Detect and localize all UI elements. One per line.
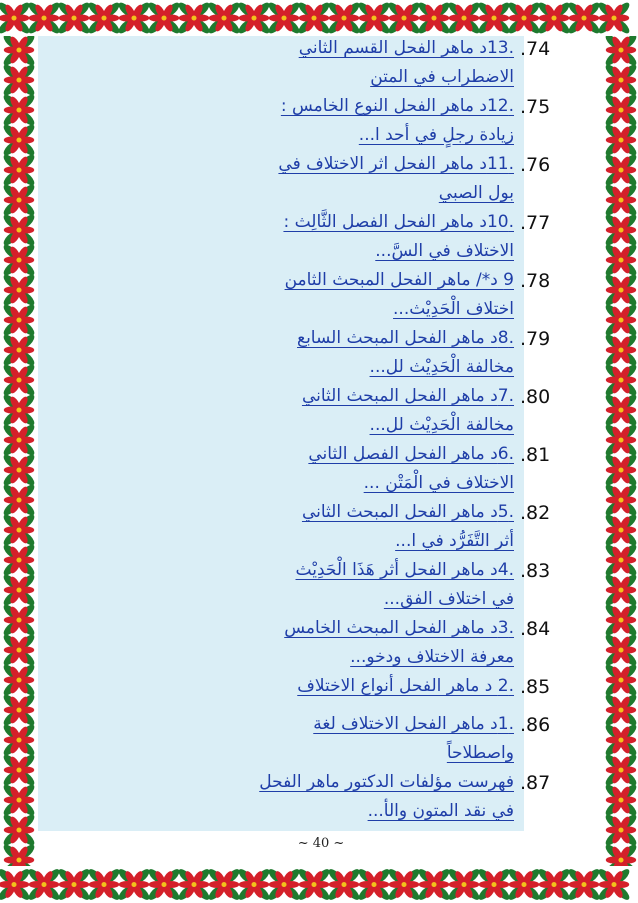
poinsettia-icon [604, 242, 638, 277]
toc-entry-subtitle-link[interactable]: مخالفة الْحَدِيْث لل... [369, 415, 514, 435]
poinsettia-icon [386, 0, 421, 35]
poinsettia-icon [604, 272, 638, 307]
toc-entry[interactable] [38, 152, 604, 210]
poinsettia-icon [1, 422, 36, 457]
poinsettia-icon [604, 722, 638, 757]
toc-entry-subtitle-link[interactable]: واصطلاحاً [446, 743, 514, 763]
toc-entry-number: .76 [520, 154, 551, 176]
poinsettia-icon [266, 867, 301, 902]
poinsettia-icon [1, 242, 36, 277]
poinsettia-icon [506, 0, 541, 35]
toc-entry[interactable] [38, 558, 604, 616]
poinsettia-icon [1, 512, 36, 547]
toc-entry-number: .77 [520, 212, 551, 234]
poinsettia-icon [476, 0, 511, 35]
toc-entry-number: .84 [520, 618, 551, 640]
poinsettia-icon [604, 362, 638, 397]
poinsettia-icon [536, 867, 571, 902]
toc-entry-title-link[interactable]: 9 د*/ ماهر الفحل المبحث الثامن [284, 270, 514, 290]
poinsettia-icon [356, 0, 391, 35]
poinsettia-icon [604, 422, 638, 457]
poinsettia-icon [604, 542, 638, 577]
poinsettia-icon [326, 0, 361, 35]
toc-entry-number: .78 [520, 270, 551, 292]
toc-entry-title-link[interactable]: .8د ماهر الفحل المبحث السابع [297, 328, 514, 348]
poinsettia-icon [1, 122, 36, 157]
poinsettia-icon [1, 452, 36, 487]
poinsettia-icon [1, 482, 36, 517]
poinsettia-icon [604, 752, 638, 787]
poinsettia-icon [326, 867, 361, 902]
poinsettia-icon [236, 0, 271, 35]
poinsettia-icon [604, 572, 638, 607]
toc-entry[interactable] [38, 94, 604, 152]
poinsettia-icon [604, 452, 638, 487]
toc-entry-title-link[interactable]: .7د ماهر الفحل المبحث الثاني [301, 386, 514, 406]
toc-entry-number: .74 [520, 38, 551, 60]
toc-entry-title-link[interactable]: .5د ماهر الفحل المبحث الثاني [301, 502, 514, 522]
toc-entry-subtitle-link[interactable]: في نقد المتون والأ... [367, 801, 514, 821]
toc-entry[interactable] [38, 500, 604, 558]
poinsettia-icon [604, 302, 638, 337]
poinsettia-icon [26, 0, 61, 35]
poinsettia-icon [604, 212, 638, 247]
poinsettia-icon [416, 0, 451, 35]
poinsettia-icon [1, 572, 36, 607]
poinsettia-icon [446, 867, 481, 902]
poinsettia-icon [604, 332, 638, 367]
poinsettia-icon [56, 0, 91, 35]
poinsettia-icon [1, 362, 36, 397]
toc-entry-number: .79 [520, 328, 551, 350]
poinsettia-icon [296, 0, 331, 35]
toc-entry[interactable] [38, 326, 604, 384]
poinsettia-icon [604, 662, 638, 697]
toc-entry[interactable] [38, 712, 604, 770]
poinsettia-icon [1, 782, 36, 817]
poinsettia-icon [416, 867, 451, 902]
poinsettia-icon [176, 0, 211, 35]
toc-entry-title-link[interactable]: .10د ماهر الفحل الفصل الثَّالِث : [283, 212, 514, 232]
poinsettia-icon [604, 842, 638, 866]
poinsettia-icon [566, 0, 601, 35]
poinsettia-icon [566, 867, 601, 902]
toc-entry-number: .82 [520, 502, 551, 524]
toc-entry[interactable] [38, 442, 604, 500]
toc-entry-number: .86 [520, 714, 551, 736]
toc-entry-title-link[interactable]: .2 د ماهر الفحل أنواع الاختلاف [297, 676, 514, 696]
page-number: ~ 40 ~ [297, 836, 345, 851]
poinsettia-border-bottom [0, 866, 638, 903]
poinsettia-icon [1, 662, 36, 697]
toc-entry[interactable] [38, 384, 604, 442]
poinsettia-icon [604, 782, 638, 817]
poinsettia-icon [206, 0, 241, 35]
poinsettia-icon [1, 92, 36, 127]
poinsettia-icon [1, 542, 36, 577]
poinsettia-border-left [0, 36, 38, 866]
toc-entry-number: .80 [520, 386, 551, 408]
toc-entry-subtitle-link[interactable]: في اختلاف الفق... [383, 589, 514, 609]
poinsettia-icon [1, 602, 36, 637]
poinsettia-icon [1, 212, 36, 247]
poinsettia-icon [1, 692, 36, 727]
poinsettia-icon [476, 867, 511, 902]
poinsettia-icon [604, 482, 638, 517]
toc-entry-subtitle-link[interactable]: الاختلاف في السَّ... [375, 241, 514, 261]
poinsettia-icon [356, 867, 391, 902]
toc-entry-subtitle-link[interactable]: بول الصبي [438, 183, 514, 203]
poinsettia-icon [1, 302, 36, 337]
poinsettia-icon [116, 0, 151, 35]
poinsettia-icon [536, 0, 571, 35]
poinsettia-icon [1, 332, 36, 367]
toc-entry-title-link[interactable]: .3د ماهر الفحل المبحث الخامس [284, 618, 514, 638]
poinsettia-icon [506, 867, 541, 902]
toc-entry-subtitle-link[interactable]: اختلاف الْحَدِيْث... [393, 299, 514, 319]
toc-entry-number: .87 [520, 772, 551, 794]
poinsettia-icon [56, 867, 91, 902]
poinsettia-icon [146, 0, 181, 35]
poinsettia-icon [1, 36, 36, 68]
toc-entry-subtitle-link[interactable]: الاضطراب في المتن [370, 67, 514, 87]
poinsettia-icon [1, 632, 36, 667]
poinsettia-icon [386, 867, 421, 902]
toc-entry-subtitle-link[interactable]: زيادة رجلٍ في أحد ا... [358, 125, 514, 145]
poinsettia-icon [1, 182, 36, 217]
poinsettia-icon [1, 272, 36, 307]
toc-entry[interactable] [38, 616, 604, 674]
poinsettia-icon [1, 842, 36, 866]
toc-entry-number: .81 [520, 444, 551, 466]
toc-entry[interactable] [38, 770, 604, 828]
poinsettia-icon [146, 867, 181, 902]
poinsettia-icon [0, 0, 32, 35]
poinsettia-icon [604, 122, 638, 157]
toc-entry-title-link[interactable]: .11د ماهر الفحل اثر الاختلاف في [278, 154, 514, 174]
document-page [38, 36, 604, 866]
toc-entry-title-link[interactable]: .1د ماهر الفحل الاختلاف لغة [313, 714, 514, 734]
poinsettia-icon [1, 62, 36, 97]
poinsettia-icon [604, 512, 638, 547]
poinsettia-icon [86, 867, 121, 902]
toc-entry-number: .75 [520, 96, 551, 118]
poinsettia-icon [116, 867, 151, 902]
poinsettia-icon [604, 152, 638, 187]
poinsettia-icon [446, 0, 481, 35]
poinsettia-icon [604, 392, 638, 427]
toc-entry-subtitle-link[interactable]: أثر التَّفَرُّد في ا... [395, 531, 514, 551]
toc-entry-title-link[interactable]: .12د ماهر الفحل النوع الخامس : [280, 96, 514, 116]
poinsettia-icon [1, 812, 36, 847]
poinsettia-icon [206, 867, 241, 902]
poinsettia-icon [604, 632, 638, 667]
poinsettia-icon [604, 812, 638, 847]
toc-entry-title-link[interactable]: .4د ماهر الفحل أثر هَذَا الْحَدِيْث [295, 560, 514, 580]
poinsettia-border-right [604, 36, 638, 866]
poinsettia-icon [1, 722, 36, 757]
toc-entry-subtitle-link[interactable]: مخالفة الْحَدِيْث لل... [369, 357, 514, 377]
poinsettia-icon [604, 692, 638, 727]
poinsettia-icon [596, 0, 631, 35]
poinsettia-icon [604, 182, 638, 217]
poinsettia-icon [26, 867, 61, 902]
toc-entry-title-link[interactable]: فهرست مؤلفات الدكتور ماهر الفحل [259, 772, 514, 792]
toc-entry-number: .85 [520, 676, 551, 698]
poinsettia-icon [296, 867, 331, 902]
toc-entry-subtitle-link[interactable]: الاختلاف في الْمَتْن ... [363, 473, 514, 493]
poinsettia-icon [604, 62, 638, 97]
poinsettia-border-top [0, 0, 638, 36]
poinsettia-icon [1, 752, 36, 787]
poinsettia-icon [86, 0, 121, 35]
toc-entry-title-link[interactable]: .6د ماهر الفحل الفصل الثاني [308, 444, 514, 464]
poinsettia-icon [236, 867, 271, 902]
toc-entry[interactable] [38, 210, 604, 268]
poinsettia-icon [1, 152, 36, 187]
poinsettia-icon [266, 0, 301, 35]
toc-entry-title-link[interactable]: .13د ماهر الفحل القسم الثاني [298, 38, 514, 58]
poinsettia-icon [176, 867, 211, 902]
toc-entry[interactable] [38, 268, 604, 326]
toc-entry[interactable] [38, 36, 604, 94]
poinsettia-icon [1, 392, 36, 427]
poinsettia-icon [0, 867, 32, 902]
poinsettia-icon [604, 602, 638, 637]
toc-entry-subtitle-link[interactable]: معرفة الاختلاف ودخو... [350, 647, 514, 667]
poinsettia-icon [596, 867, 631, 902]
poinsettia-icon [604, 36, 638, 68]
poinsettia-icon [604, 92, 638, 127]
toc-entry-number: .83 [520, 560, 551, 582]
